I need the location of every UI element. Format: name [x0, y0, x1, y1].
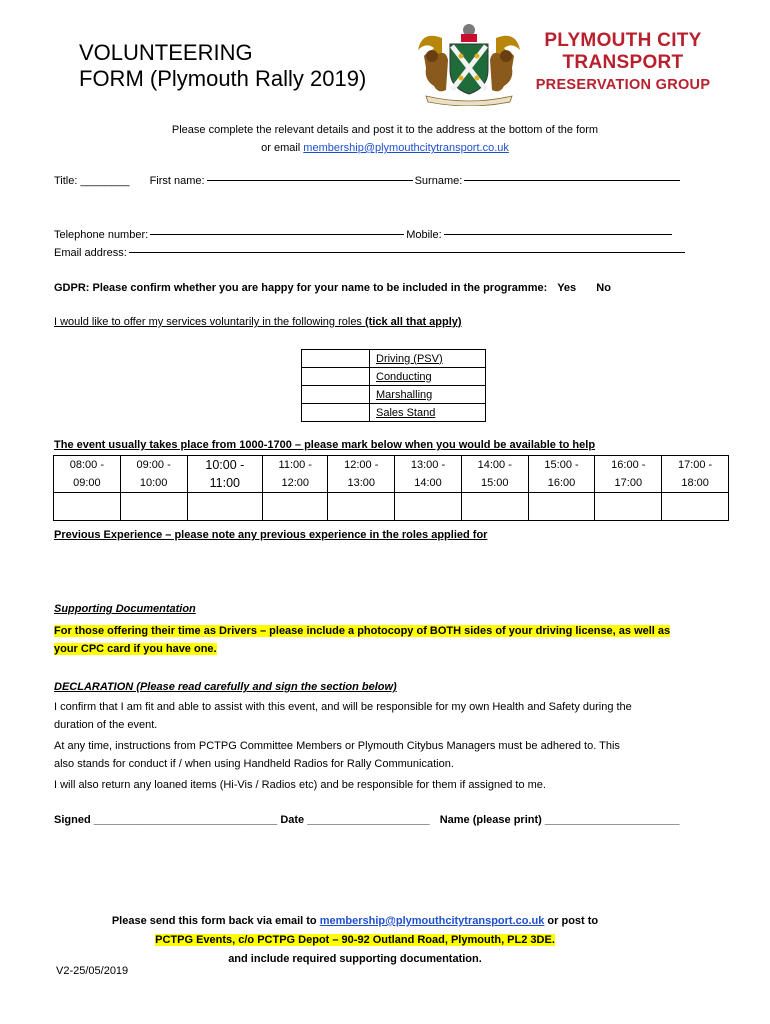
time-slot-header: 12:00 - 13:00: [328, 456, 395, 493]
surname-label: Surname:: [414, 175, 463, 187]
role-label: Marshalling: [370, 386, 486, 404]
availability-cell[interactable]: [662, 493, 729, 521]
roles-intro: [54, 316, 462, 328]
gdpr-question: GDPR: Please confirm whether you are happy for your name to be included in the programme:: [54, 282, 548, 294]
title-field[interactable]: ________: [80, 175, 130, 187]
telephone-field[interactable]: [150, 234, 404, 235]
footer-line1: [0, 912, 710, 931]
roles-intro-bold: (tick all that apply): [365, 316, 462, 328]
footer-line1-prefix: Please send this form back via email to: [111, 915, 320, 927]
declaration-p2-line2: also stands for conduct if / when using Handheld Radios for Rally Communication.: [54, 758, 454, 770]
role-label: Driving (PSV): [370, 350, 486, 368]
footer-line1-suffix: or post to: [544, 915, 599, 927]
organisation-logo-text: [528, 30, 718, 94]
role-tick-box[interactable]: [302, 368, 370, 386]
availability-cell[interactable]: [528, 493, 595, 521]
role-row: [302, 368, 486, 386]
role-tick-box[interactable]: [302, 386, 370, 404]
declaration-p1-line1: I confirm that I am fit and able to assist with this event, and will be responsible for my own Health and Safety during the: [54, 701, 632, 713]
plymouth-coat-of-arms-icon: [412, 20, 526, 106]
declaration-heading: DECLARATION (Please read carefully and sign the section below): [54, 681, 397, 693]
date-label: Date: [280, 814, 305, 826]
time-slot-header: 15:00 - 16:00: [528, 456, 595, 493]
phone-fields-row: [54, 229, 674, 241]
gdpr-no-option[interactable]: No: [596, 282, 611, 294]
availability-cell[interactable]: [263, 493, 328, 521]
org-name-line3: PRESERVATION GROUP: [535, 77, 711, 93]
time-slot-header: 11:00 - 12:00: [263, 456, 328, 493]
roles-table: [301, 349, 486, 422]
time-slot-header: 17:00 - 18:00: [662, 456, 729, 493]
availability-mark-row: [54, 493, 729, 521]
time-slot-header: 14:00 - 15:00: [461, 456, 528, 493]
experience-heading: Previous Experience – please note any previous experience in the roles applied for: [54, 529, 488, 541]
first-name-label: First name:: [149, 175, 205, 187]
availability-cell[interactable]: [54, 493, 121, 521]
intro-email-link[interactable]: membership@plymouthcitytransport.co.uk: [303, 142, 509, 154]
signed-label: Signed: [54, 814, 91, 826]
declaration-p3: I will also return any loaned items (Hi-Vis / Radios etc) and be responsible for them if assigned to me.: [54, 779, 546, 791]
role-row: [302, 404, 486, 422]
footer-line3: and include required supporting documentation.: [228, 953, 482, 965]
role-tick-box[interactable]: [302, 404, 370, 422]
declaration-p1-line2: duration of the event.: [54, 719, 158, 731]
declaration-p2-line1: At any time, instructions from PCTPG Committee Members or Plymouth Citybus Managers must be adhered to. This: [54, 740, 620, 752]
supporting-line1: For those offering their time as Drivers – please include a photocopy of BOTH sides of your driving license, as well as: [54, 625, 671, 637]
role-row: [302, 386, 486, 404]
time-slot-header: 13:00 - 14:00: [395, 456, 462, 493]
intro-text: [0, 121, 770, 157]
version-label: V2-25/05/2019: [56, 965, 129, 977]
first-name-field[interactable]: [207, 180, 413, 181]
supporting-text: [54, 622, 670, 658]
footer-instructions: [0, 912, 710, 969]
intro-line2: [0, 139, 770, 157]
footer-address: PCTPG Events, c/o PCTPG Depot – 90-92 Outland Road, Plymouth, PL2 3DE.: [155, 934, 555, 946]
availability-table: [53, 455, 729, 521]
supporting-line2: your CPC card if you have one.: [54, 643, 217, 655]
availability-cell[interactable]: [461, 493, 528, 521]
name-print-label: Name (please print): [439, 814, 542, 826]
declaration-text: [54, 698, 724, 794]
availability-cell[interactable]: [328, 493, 395, 521]
email-label: Email address:: [54, 247, 127, 259]
mobile-label: Mobile:: [406, 229, 442, 241]
time-slot-header: 10:00 - 11:00: [187, 456, 263, 493]
gdpr-row: [54, 282, 611, 294]
title-label: Title:: [54, 175, 78, 187]
signature-row: [54, 814, 679, 826]
role-label: Sales Stand: [370, 404, 486, 422]
availability-header-row: [54, 456, 729, 493]
availability-cell[interactable]: [395, 493, 462, 521]
name-fields-row: [54, 175, 682, 187]
role-row: [302, 350, 486, 368]
role-tick-box[interactable]: [302, 350, 370, 368]
footer-email-link[interactable]: membership@plymouthcitytransport.co.uk: [319, 915, 545, 927]
gdpr-yes-option[interactable]: Yes: [557, 282, 577, 294]
role-label: Conducting: [370, 368, 486, 386]
date-field[interactable]: ____________________: [307, 814, 430, 826]
availability-cell[interactable]: [120, 493, 187, 521]
roles-intro-text: I would like to offer my services voluntarily in the following roles: [54, 316, 365, 328]
telephone-label: Telephone number:: [54, 229, 149, 241]
availability-cell[interactable]: [187, 493, 263, 521]
footer-line2: [0, 931, 710, 950]
intro-line1: Please complete the relevant details and post it to the address at the bottom of the form: [171, 124, 599, 136]
availability-heading: The event usually takes place from 1000-1700 – please mark below when you would be available to help: [54, 439, 596, 451]
email-address-field[interactable]: [129, 252, 685, 253]
form-title-line1: VOLUNTEERING: [79, 40, 253, 65]
intro-line2-prefix: or email: [261, 142, 304, 154]
time-slot-header: 09:00 - 10:00: [120, 456, 187, 493]
org-name-line2: TRANSPORT: [562, 52, 684, 73]
time-slot-header: 08:00 - 09:00: [54, 456, 121, 493]
org-name-line1: PLYMOUTH CITY: [544, 30, 702, 51]
time-slot-header: 16:00 - 17:00: [595, 456, 662, 493]
availability-cell[interactable]: [595, 493, 662, 521]
supporting-heading: Supporting Documentation: [54, 603, 196, 615]
email-field-row: [54, 247, 687, 259]
mobile-field[interactable]: [444, 234, 672, 235]
signed-field[interactable]: ______________________________: [93, 814, 278, 826]
form-title-line2: FORM (Plymouth Rally 2019): [79, 66, 367, 91]
name-print-field[interactable]: ______________________: [544, 814, 680, 826]
surname-field[interactable]: [464, 180, 680, 181]
